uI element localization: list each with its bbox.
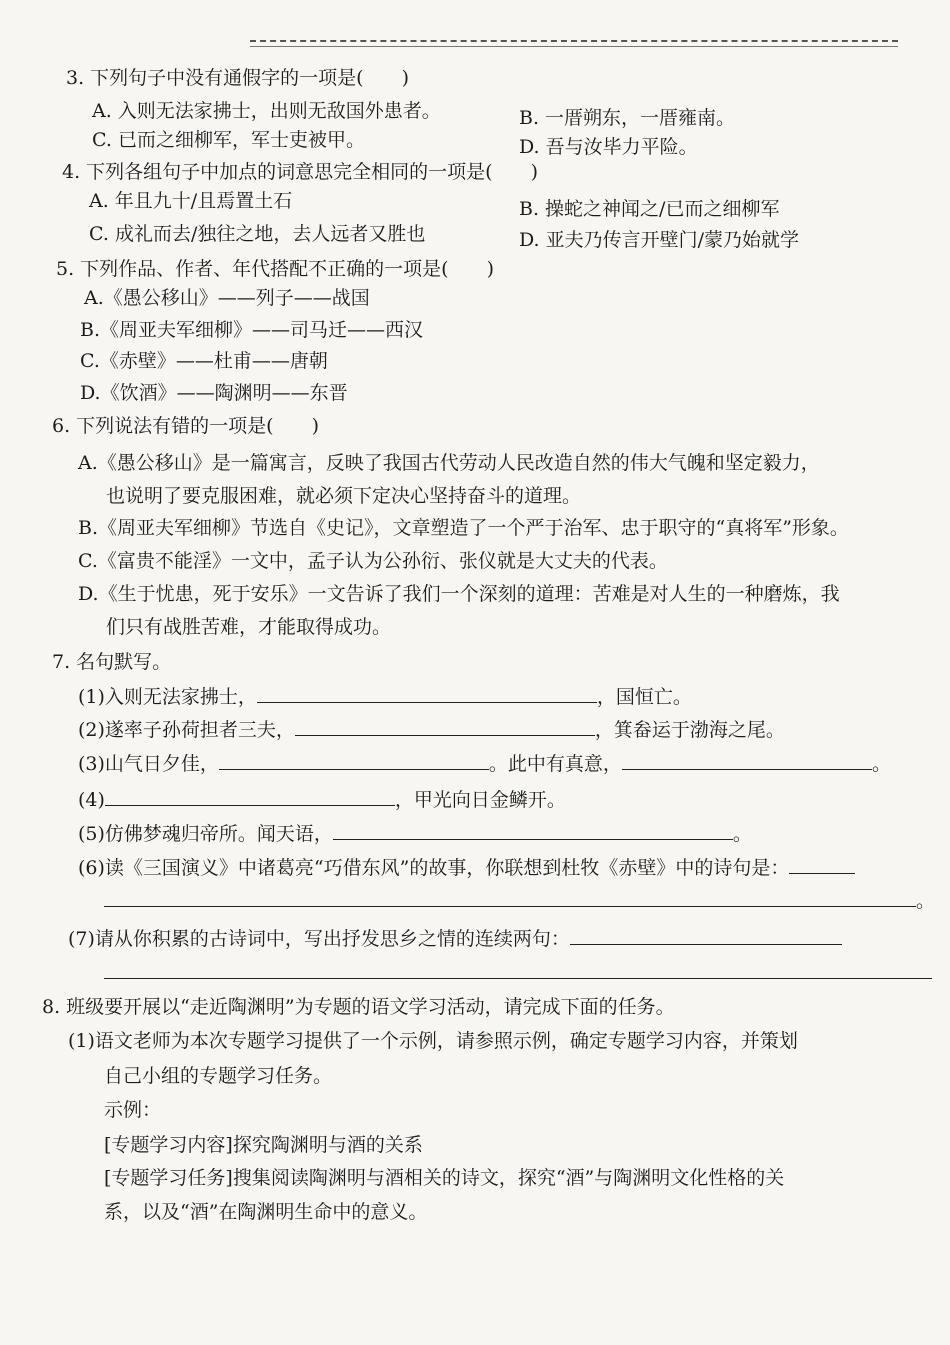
answer-blank[interactable] — [333, 821, 733, 840]
answer-blank[interactable] — [622, 751, 872, 770]
q7-item-4-tail: ，甲光向日金鳞开。 — [394, 789, 566, 811]
q4-option-c: C. 成礼而去/独往之地，去人远者又胜也 — [89, 223, 426, 245]
q7-item-6-tail: 。 — [916, 890, 936, 912]
q7-item-3-mid: 。此中有真意， — [488, 753, 622, 775]
q6-option-b: B.《周亚夫军细柳》节选自《史记》，文章塑造了一个严于治军、忠于职守的“真将军”形象。 — [78, 517, 849, 539]
q7-item-6 — [78, 855, 855, 880]
q7-item-4 — [78, 787, 566, 812]
q7-item-4-text: (4) — [78, 789, 105, 811]
q7-item-5-tail: 。 — [732, 823, 752, 845]
answer-blank[interactable] — [257, 684, 597, 703]
answer-blank[interactable] — [570, 926, 842, 945]
q7-item-5 — [78, 821, 752, 846]
q6-option-a-line1: A.《愚公移山》是一篇寓言，反映了我国古代劳动人民改造自然的伟大气魄和坚定毅力， — [78, 452, 820, 474]
answer-blank[interactable] — [789, 855, 855, 874]
q6-option-d-line1: D.《生于忧患，死于安乐》一文告诉了我们一个深刻的道理：苦难是对人生的一种磨炼，我 — [78, 583, 840, 605]
q4-option-a: A. 年且九十/且焉置土石 — [89, 190, 293, 212]
q7-item-2 — [78, 717, 785, 742]
header-rule-underline — [250, 46, 898, 47]
q3-option-d: D. 吾与汝毕力平险。 — [519, 136, 698, 158]
q3-stem: 3. 下列句子中没有通假字的一项是( ) — [66, 67, 409, 89]
q8-example-content: [专题学习内容]探究陶渊明与酒的关系 — [104, 1134, 423, 1156]
q4-option-b: B. 操蛇之神闻之/已而之细柳军 — [519, 198, 780, 220]
answer-blank[interactable] — [295, 717, 595, 736]
q4-option-d: D. 亚夫乃传言开壁门/蒙乃始就学 — [519, 229, 800, 251]
q7-item-1-tail: ，国恒亡。 — [596, 686, 692, 708]
q7-item-7 — [68, 926, 842, 951]
q7-item-7-line2 — [104, 960, 932, 985]
q8-example-label: 示例： — [104, 1099, 162, 1121]
q4-stem: 4. 下列各组句子中加点的词意思完全相同的一项是( ) — [62, 161, 538, 183]
q3-option-b: B. 一厝朔东，一厝雍南。 — [519, 107, 736, 129]
q3-option-c: C. 已而之细柳军，军士吏被甲。 — [92, 129, 365, 151]
q7-item-3-tail: 。 — [871, 753, 891, 775]
q6-option-c: C.《富贵不能淫》一文中，孟子认为公孙衍、张仪就是大丈夫的代表。 — [78, 550, 668, 572]
q7-item-2-tail: ，箕畚运于渤海之尾。 — [594, 719, 785, 741]
answer-blank[interactable] — [105, 787, 395, 806]
q7-item-6-text: (6)读《三国演义》中诸葛亮“巧借东风”的故事，你联想到杜牧《赤壁》中的诗句是： — [78, 857, 790, 879]
q7-item-3 — [78, 751, 891, 776]
q5-option-a: A.《愚公移山》——列子——战国 — [84, 287, 370, 309]
q7-item-2-text: (2)遂率子孙荷担者三夫， — [78, 719, 295, 741]
q3-option-a: A. 入则无法家拂士，出则无敌国外患者。 — [92, 100, 441, 122]
q8-part1-line2: 自己小组的专题学习任务。 — [104, 1065, 333, 1087]
q7-stem: 7. 名句默写。 — [52, 651, 172, 673]
q7-item-5-text: (5)仿佛梦魂归帝所。闻天语， — [78, 823, 333, 845]
q6-stem: 6. 下列说法有错的一项是( ) — [52, 415, 319, 437]
q8-example-task-line1: [专题学习任务]搜集阅读陶渊明与酒相关的诗文，探究“酒”与陶渊明文化性格的关 — [104, 1167, 785, 1189]
q8-example-task-line2: 系，以及“酒”在陶渊明生命中的意义。 — [104, 1201, 428, 1223]
q7-item-1-text: (1)入则无法家拂士， — [78, 686, 257, 708]
q5-option-d: D.《饮酒》——陶渊明——东晋 — [80, 382, 348, 404]
q6-option-a-line2: 也说明了要克服困难，就必须下定决心坚持奋斗的道理。 — [106, 485, 582, 507]
q7-item-7-text: (7)请从你积累的古诗词中，写出抒发思乡之情的连续两句： — [68, 928, 570, 950]
q5-option-b: B.《周亚夫军细柳》——司马迁——西汉 — [80, 319, 424, 341]
q6-option-d-line2: 们只有战胜苦难，才能取得成功。 — [106, 616, 392, 638]
q8-part1-line1: (1)语文老师为本次专题学习提供了一个示例，请参照示例，确定专题学习内容，并策划 — [68, 1030, 798, 1052]
header-rule — [250, 40, 898, 42]
q5-option-c: C.《赤壁》——杜甫——唐朝 — [80, 350, 328, 372]
q7-item-1 — [78, 684, 692, 709]
answer-blank[interactable] — [104, 888, 916, 907]
q5-stem: 5. 下列作品、作者、年代搭配不正确的一项是( ) — [56, 258, 494, 280]
q7-item-3-text: (3)山气日夕佳， — [78, 753, 219, 775]
answer-blank[interactable] — [104, 960, 932, 979]
answer-blank[interactable] — [219, 751, 489, 770]
q7-item-6-line2 — [104, 888, 935, 913]
q8-stem: 8. 班级要开展以“走近陶渊明”为专题的语文学习活动，请完成下面的任务。 — [42, 996, 675, 1018]
